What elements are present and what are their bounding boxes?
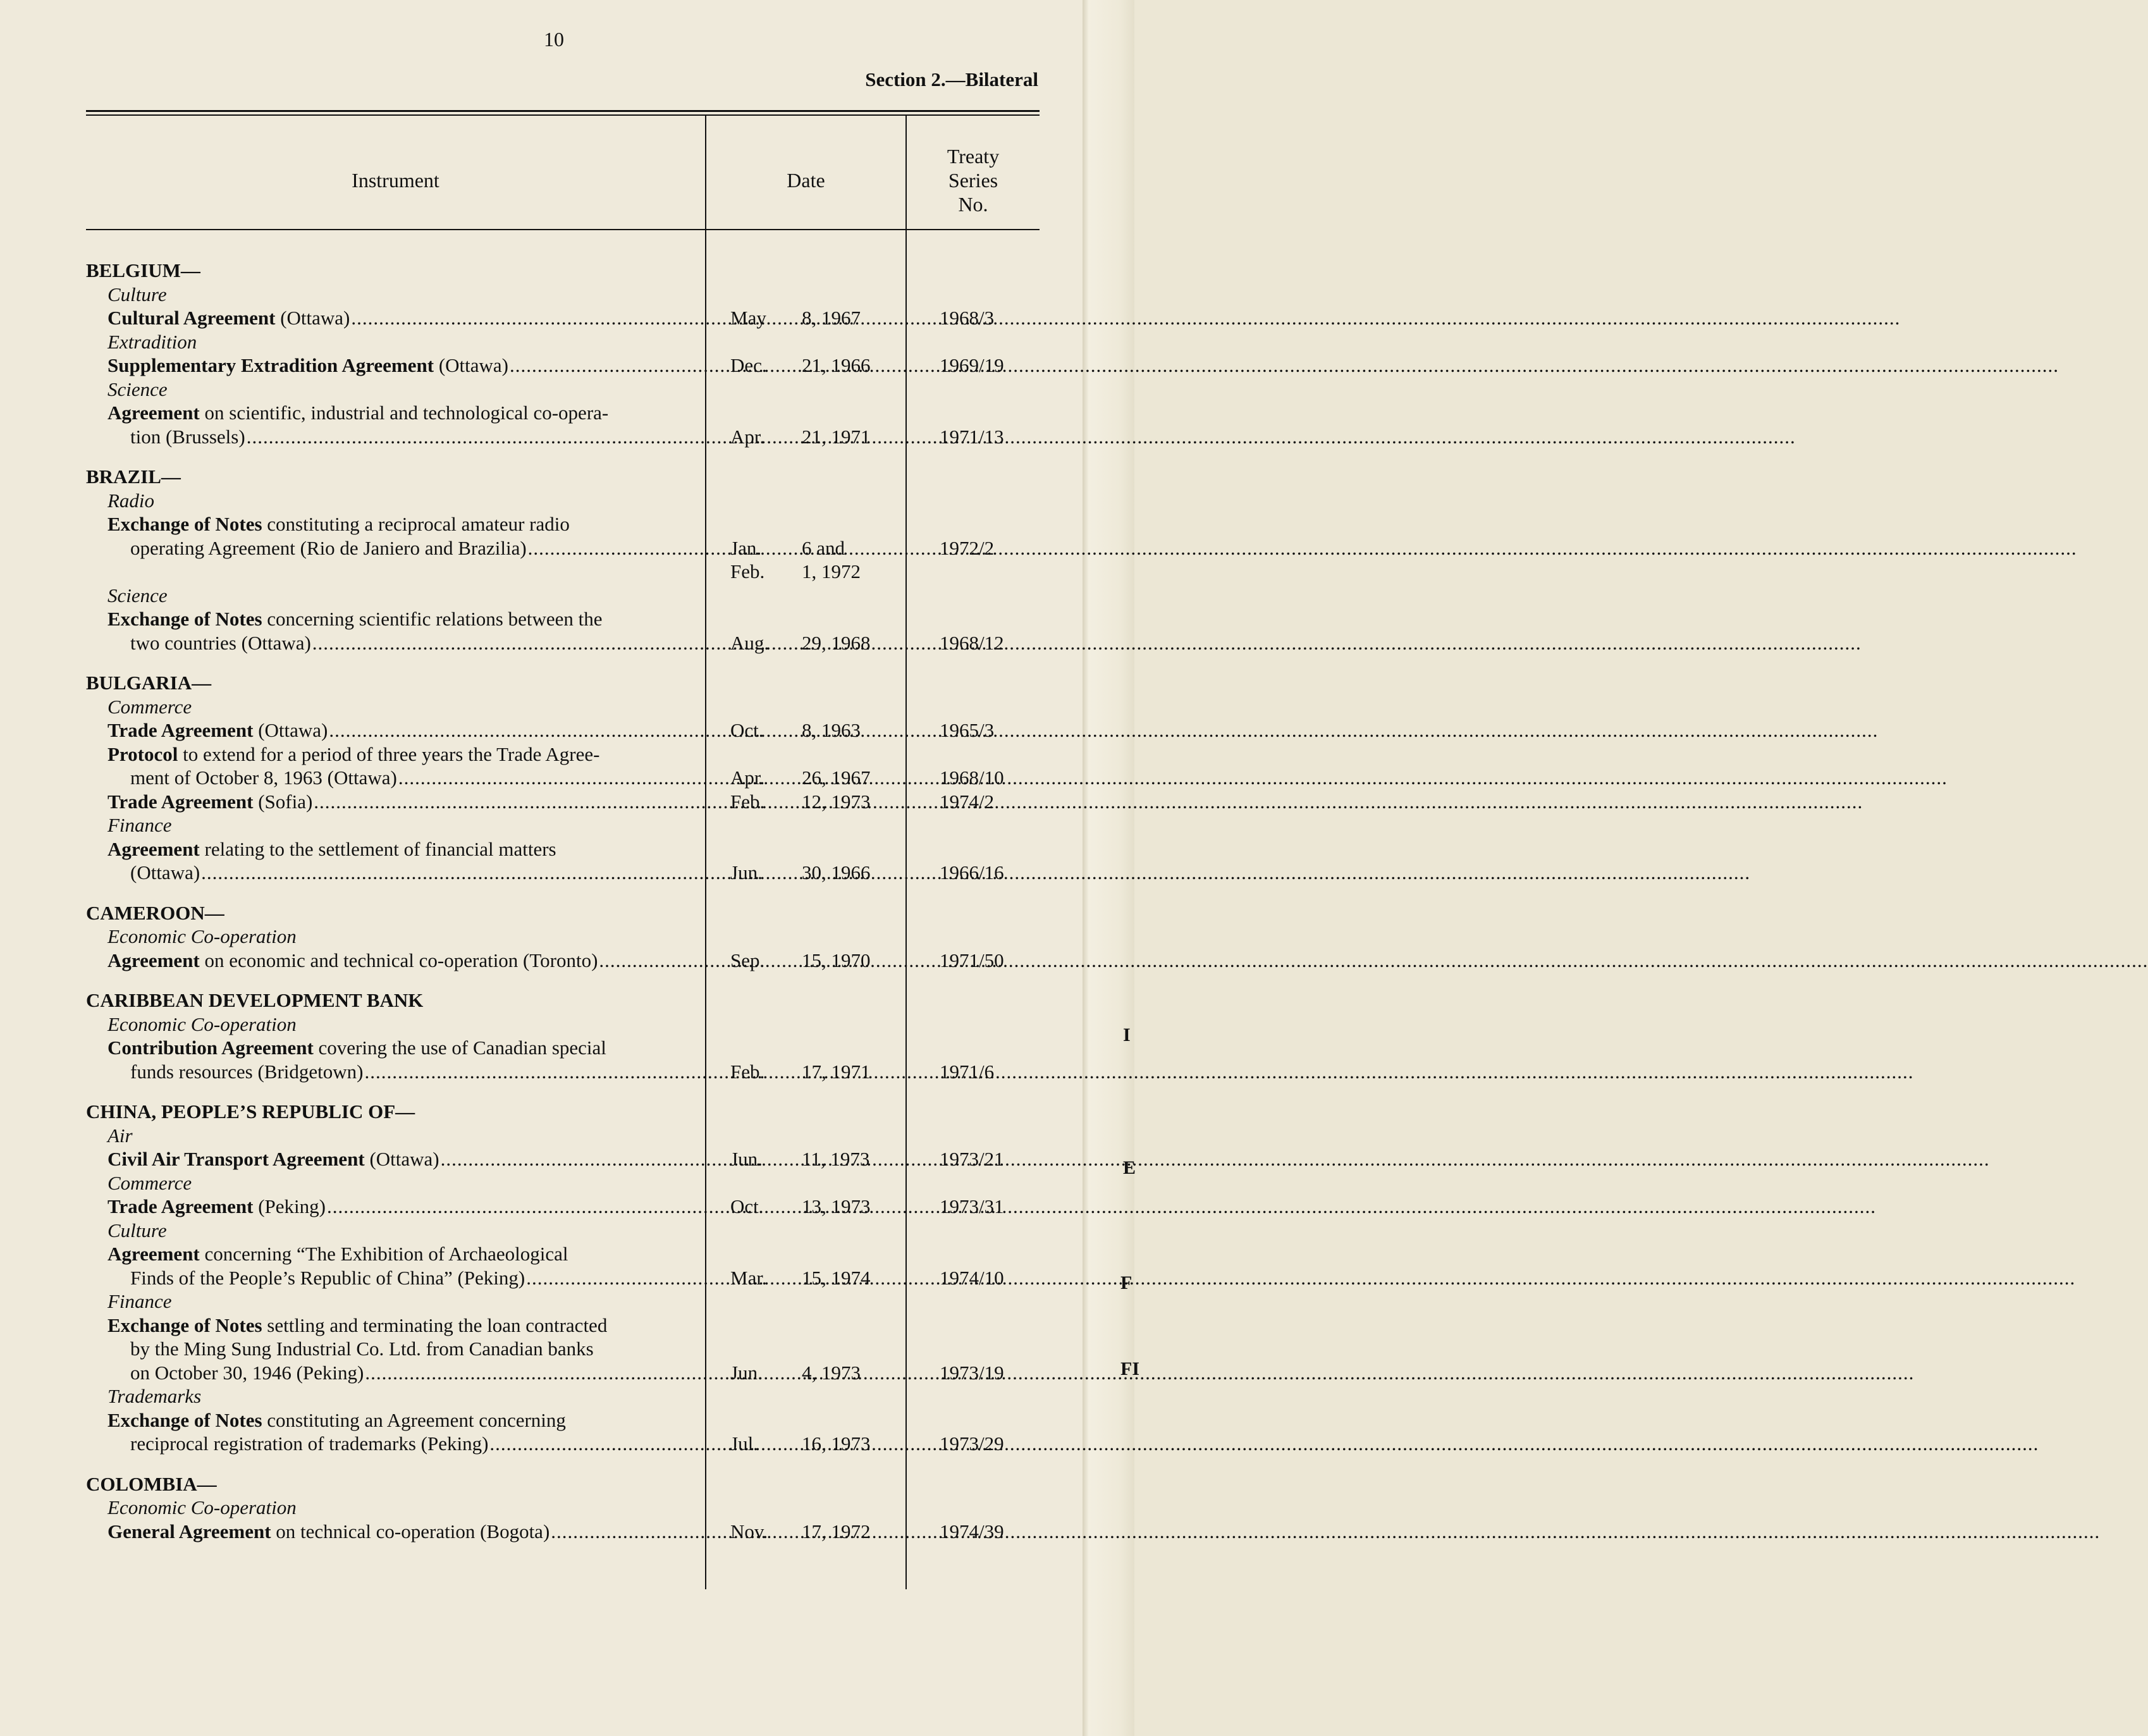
leader-dots <box>314 791 1863 813</box>
edge-letter: E <box>1123 1157 1136 1178</box>
instrument-text <box>107 838 703 861</box>
date-day: 8, 1967 <box>802 307 861 329</box>
date-day: 12, 1973 <box>802 791 871 813</box>
instrument-text <box>107 949 703 972</box>
instrument-text <box>130 766 703 789</box>
instrument-title: Civil Air Transport Agreement <box>107 1148 365 1170</box>
category-label: Air <box>107 1124 133 1147</box>
instrument-text <box>130 426 703 448</box>
instrument-text <box>107 1243 703 1265</box>
treaty-series-number: 1974/2 <box>940 791 995 813</box>
date-month: Oct. <box>730 719 764 741</box>
treaty-series-number: 1973/21 <box>940 1148 1004 1170</box>
treaty-series-number: 1968/3 <box>940 307 995 329</box>
leader-dots <box>329 719 1878 742</box>
instrument-title: Supplementary Extradition Agreement <box>107 354 434 376</box>
date-day: 1, 1972 <box>802 560 861 582</box>
date-day: 11, 1973 <box>802 1148 870 1170</box>
instrument-detail: ment of October 8, 1963 (Ottawa) <box>130 766 397 789</box>
instrument-text <box>107 719 703 742</box>
instrument-detail: (Ottawa) <box>275 307 350 329</box>
instrument-detail: (Peking) <box>253 1195 326 1217</box>
instrument-title: Contribution Agreement <box>107 1037 314 1059</box>
instrument-title: Protocol <box>107 743 178 765</box>
instrument-detail: constituting an Agreement concerning <box>262 1409 566 1431</box>
leader-dots <box>551 1520 2100 1543</box>
date-month: Jun. <box>730 861 763 883</box>
instrument-detail: operating Agreement (Rio de Janiero and Brazilia) <box>130 537 527 559</box>
instrument-title: Agreement <box>107 1243 200 1265</box>
instrument-text <box>130 1338 703 1360</box>
leader-dots <box>489 1432 2039 1455</box>
category-label: Culture <box>107 283 167 305</box>
leader-dots <box>441 1148 1990 1171</box>
instrument-detail: reciprocal registration of trademarks (Peking) <box>130 1432 489 1455</box>
date-month: Mar. <box>730 1267 767 1289</box>
treaty-series-number: 1969/19 <box>940 354 1004 376</box>
instrument-detail: concerning “The Exhibition of Archaeological <box>199 1243 568 1265</box>
treaty-series-number: 1971/6 <box>940 1061 995 1083</box>
column-header-instrument: Instrument <box>352 169 439 192</box>
date-day: 21, 1971 <box>802 426 871 448</box>
leader-dots <box>351 307 1900 329</box>
instrument-detail: to extend for a period of three years the Trade Agree- <box>178 743 600 765</box>
instrument-text <box>107 307 703 329</box>
category-label: Economic Co-operation <box>107 1013 297 1035</box>
date-day: 13, 1973 <box>802 1195 871 1217</box>
category-label: Radio <box>107 489 155 512</box>
instrument-text <box>107 1314 703 1337</box>
category-label: Science <box>107 584 168 606</box>
instrument-title: General Agreement <box>107 1520 271 1542</box>
date-month: Jun. <box>730 1148 763 1170</box>
instrument-text <box>107 1520 703 1543</box>
instrument-text <box>107 1409 703 1432</box>
category-label: Finance <box>107 1290 172 1312</box>
column-header-line: Treaty <box>947 145 1000 168</box>
instrument-detail: on economic and technical co-operation (Toronto) <box>199 949 598 971</box>
leader-dots <box>327 1195 1876 1218</box>
date-day: 26, 1967 <box>802 766 871 789</box>
instrument-text <box>107 402 703 424</box>
treaty-series-number: 1974/10 <box>940 1267 1004 1289</box>
country-heading: CARIBBEAN DEVELOPMENT BANK <box>86 989 424 1011</box>
column-header-line: Series <box>948 169 998 192</box>
date-month: Feb. <box>730 1061 765 1083</box>
treaty-series-number: 1971/50 <box>940 949 1004 971</box>
instrument-title: Trade Agreement <box>107 719 254 741</box>
instrument-detail: concerning scientific relations between the <box>262 608 603 630</box>
instrument-title: Cultural Agreement <box>107 307 276 329</box>
instrument-text <box>107 608 703 631</box>
date-day: 15, 1974 <box>802 1267 871 1289</box>
leader-dots <box>398 766 1948 789</box>
instrument-title: Exchange of Notes <box>107 513 262 535</box>
country-heading: BELGIUM— <box>86 259 200 281</box>
instrument-text <box>130 1061 703 1083</box>
date-month: Jan. <box>730 537 762 559</box>
instrument-detail: (Ottawa) <box>253 719 328 741</box>
instrument-detail: funds resources (Bridgetown) <box>130 1061 364 1083</box>
instrument-text <box>107 1148 703 1171</box>
instrument-detail: (Sofia) <box>253 791 313 813</box>
treaty-series-number: 1974/39 <box>940 1520 1004 1542</box>
leader-dots <box>312 632 1862 655</box>
country-heading: BULGARIA— <box>86 672 212 694</box>
instrument-detail: on scientific, industrial and technological co-opera- <box>199 402 609 424</box>
instrument-title: Trade Agreement <box>107 791 254 813</box>
instrument-text <box>107 513 703 536</box>
category-label: Culture <box>107 1219 167 1241</box>
column-header-date: Date <box>787 169 825 192</box>
instrument-text <box>107 791 703 813</box>
country-heading: COLOMBIA— <box>86 1473 217 1495</box>
leader-dots <box>247 426 1796 448</box>
treaty-series-number: 1973/29 <box>940 1432 1004 1455</box>
instrument-text <box>107 354 703 377</box>
category-label: Economic Co-operation <box>107 1496 297 1518</box>
instrument-text <box>130 537 703 560</box>
treaty-series-number: 1965/3 <box>940 719 995 741</box>
category-label: Science <box>107 378 168 400</box>
date-month: Aug. <box>730 632 770 654</box>
date-day: 15, 1970 <box>802 949 871 971</box>
treaty-series-number: 1968/12 <box>940 632 1004 654</box>
date-day: 6 and <box>802 537 845 559</box>
date-month: Sep. <box>730 949 765 971</box>
column-header-line: No. <box>958 193 988 216</box>
section-header: Section 2.—Bilateral <box>865 68 1038 90</box>
instrument-detail: covering the use of Canadian special <box>313 1037 606 1059</box>
instrument-title: Exchange of Notes <box>107 608 262 630</box>
date-day: 29, 1968 <box>802 632 871 654</box>
instrument-detail: by the Ming Sung Industrial Co. Ltd. from Canadian banks <box>130 1338 594 1360</box>
instrument-detail: tion (Brussels) <box>130 426 245 448</box>
date-month: May <box>730 307 766 329</box>
instrument-detail: (Ottawa) <box>434 354 508 376</box>
date-month: Jul. <box>730 1432 758 1455</box>
edge-letter: FI <box>1120 1358 1139 1379</box>
date-day: 8, 1963 <box>802 719 861 741</box>
header-rule-double <box>86 114 1040 116</box>
instrument-title: Agreement <box>107 838 200 860</box>
date-day: 4, 1973 <box>802 1362 861 1384</box>
edge-letter: I <box>1123 1025 1131 1045</box>
instrument-detail: on technical co-operation (Bogota) <box>271 1520 550 1542</box>
date-day: 30, 1966 <box>802 861 871 883</box>
instrument-title: Agreement <box>107 402 200 424</box>
column-header-treaty-series <box>907 144 1040 216</box>
date-month: Apr. <box>730 426 765 448</box>
instrument-text <box>107 1037 703 1059</box>
date-month: Oct. <box>730 1195 764 1217</box>
treaty-series-number: 1973/31 <box>940 1195 1004 1217</box>
treaty-series-number: 1973/19 <box>940 1362 1004 1384</box>
instrument-detail: constituting a reciprocal amateur radio <box>262 513 570 535</box>
header-rule-bottom <box>86 229 1040 230</box>
category-label: Finance <box>107 814 172 836</box>
date-month: Apr. <box>730 766 765 789</box>
instrument-title: Agreement <box>107 949 200 971</box>
edge-letter: F <box>1120 1272 1132 1293</box>
treaty-series-number: 1968/10 <box>940 766 1004 789</box>
instrument-detail: two countries (Ottawa) <box>130 632 311 654</box>
page-number: 10 <box>544 28 564 51</box>
date-month: Jun. <box>730 1362 763 1384</box>
category-label: Extradition <box>107 331 197 353</box>
category-label: Trademarks <box>107 1385 202 1407</box>
category-label: Commerce <box>107 696 192 718</box>
instrument-text <box>130 861 703 884</box>
instrument-text <box>130 632 703 655</box>
instrument-detail: relating to the settlement of financial matters <box>199 838 556 860</box>
instrument-text <box>130 1267 703 1290</box>
category-label: Economic Co-operation <box>107 925 297 947</box>
instrument-text <box>130 1362 703 1384</box>
treaty-series-number: 1971/13 <box>940 426 1004 448</box>
treaty-series-number: 1972/2 <box>940 537 995 559</box>
leader-dots <box>364 1061 1913 1083</box>
category-label: Commerce <box>107 1172 192 1194</box>
date-day: 17, 1972 <box>802 1520 871 1542</box>
date-month: Feb. <box>730 560 765 582</box>
date-day: 16, 1973 <box>802 1432 871 1455</box>
instrument-text <box>130 1432 703 1455</box>
date-month: Feb. <box>730 791 765 813</box>
date-month: Dec. <box>730 354 767 376</box>
instrument-text <box>107 743 703 766</box>
leader-dots <box>365 1362 1914 1384</box>
instrument-detail: Finds of the People’s Republic of China” (Peking) <box>130 1267 525 1289</box>
instrument-text <box>107 1195 703 1218</box>
country-heading: BRAZIL— <box>86 465 181 488</box>
instrument-detail: on October 30, 1946 (Peking) <box>130 1362 364 1384</box>
country-heading: CAMEROON— <box>86 902 224 924</box>
country-heading: CHINA, PEOPLE’S REPUBLIC OF— <box>86 1100 415 1123</box>
date-day: 17, 1971 <box>802 1061 871 1083</box>
instrument-detail: settling and terminating the loan contracted <box>262 1314 608 1336</box>
instrument-detail: (Ottawa) <box>130 861 200 883</box>
header-rule-top <box>86 110 1040 112</box>
instrument-detail: (Ottawa) <box>364 1148 439 1170</box>
date-month: Nov. <box>730 1520 768 1542</box>
instrument-title: Trade Agreement <box>107 1195 254 1217</box>
instrument-title: Exchange of Notes <box>107 1409 262 1431</box>
instrument-title: Exchange of Notes <box>107 1314 262 1336</box>
treaty-series-number: 1966/16 <box>940 861 1004 883</box>
date-day: 21, 1966 <box>802 354 871 376</box>
